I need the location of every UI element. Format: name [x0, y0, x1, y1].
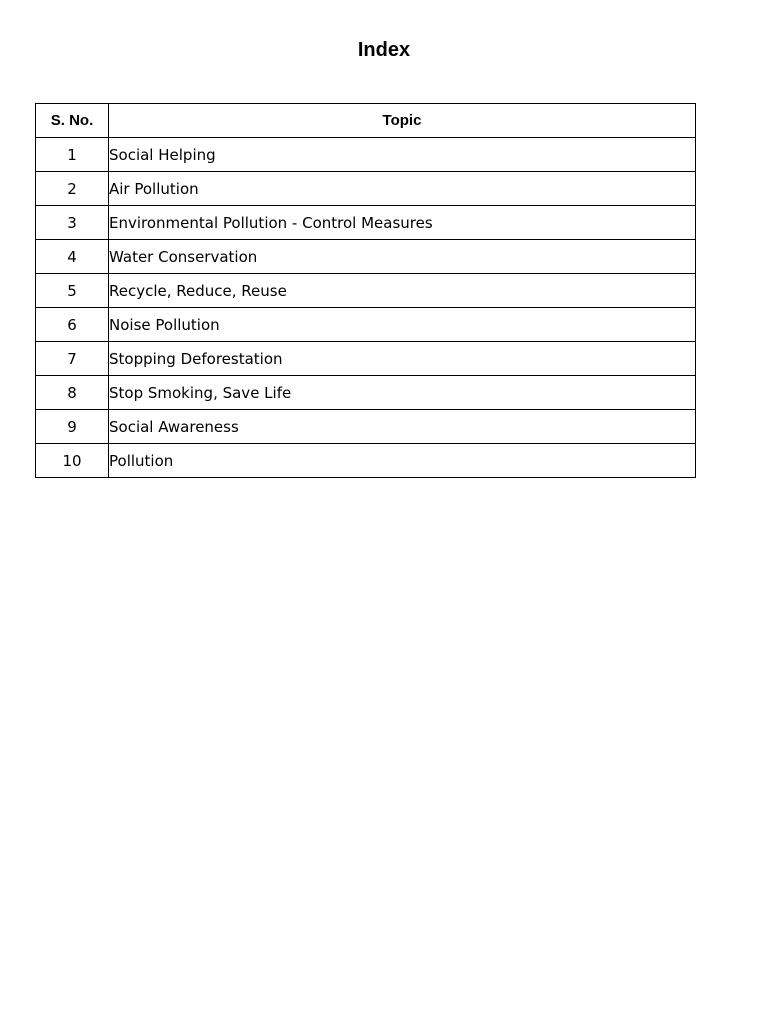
topic-cell: Pollution [109, 444, 696, 478]
sno-cell: 3 [36, 206, 109, 240]
topic-cell: Stopping Deforestation [109, 342, 696, 376]
topic-cell: Social Awareness [109, 410, 696, 444]
topic-cell: Social Helping [109, 138, 696, 172]
page-title: Index [357, 39, 411, 61]
topic-cell: Environmental Pollution - Control Measures [109, 206, 696, 240]
sno-cell: 9 [36, 410, 109, 444]
topic-cell: Stop Smoking, Save Life [109, 376, 696, 410]
topic-cell: Water Conservation [109, 240, 696, 274]
table-row [36, 172, 696, 206]
index-table [35, 103, 696, 478]
sno-cell: 5 [36, 274, 109, 308]
sno-cell: 7 [36, 342, 109, 376]
topic-cell: Air Pollution [109, 172, 696, 206]
sno-cell: 1 [36, 138, 109, 172]
sno-cell: 8 [36, 376, 109, 410]
column-header-topic: Topic [109, 104, 696, 138]
table-row [36, 444, 696, 478]
table-row [36, 206, 696, 240]
sno-cell: 4 [36, 240, 109, 274]
table-row [36, 410, 696, 444]
table-row [36, 240, 696, 274]
sno-cell: 2 [36, 172, 109, 206]
table-header-row [36, 104, 696, 138]
topic-cell: Noise Pollution [109, 308, 696, 342]
table-row [36, 274, 696, 308]
sno-cell: 10 [36, 444, 109, 478]
column-header-sno: S. No. [36, 104, 109, 138]
table-row [36, 138, 696, 172]
table-row [36, 376, 696, 410]
sno-cell: 6 [36, 308, 109, 342]
table-row [36, 308, 696, 342]
table-row [36, 342, 696, 376]
topic-cell: Recycle, Reduce, Reuse [109, 274, 696, 308]
